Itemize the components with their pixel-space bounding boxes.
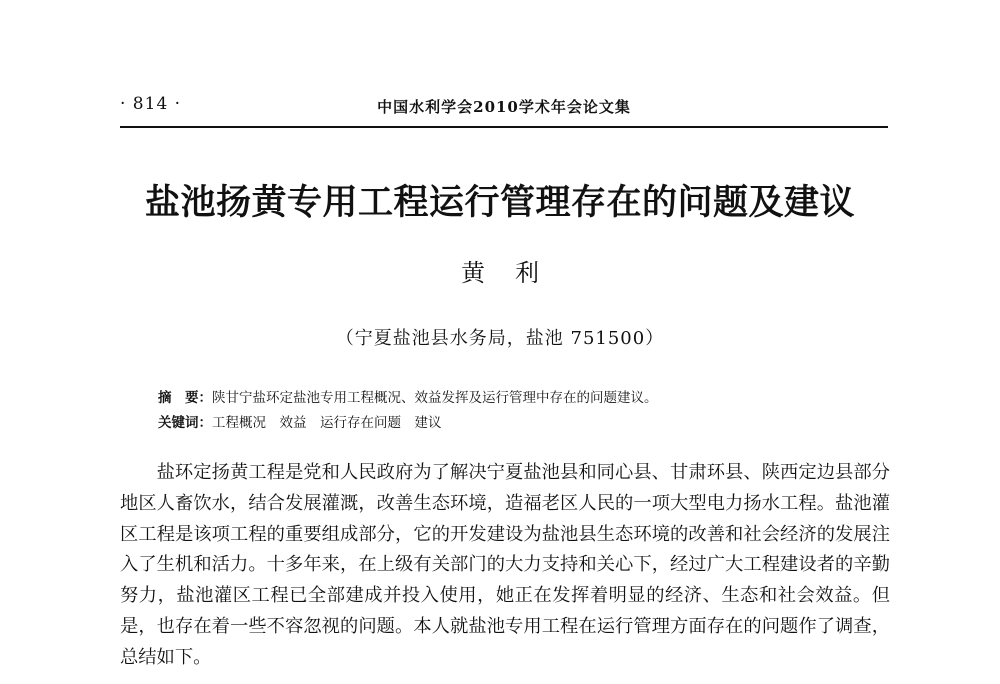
- page-number: · 814 ·: [120, 94, 182, 114]
- author-affiliation: （宁夏盐池县水务局，盐池 751500）: [335, 328, 665, 349]
- abstract-block: [158, 386, 888, 436]
- header-rule: [120, 126, 888, 128]
- keywords-label: 关键词：: [158, 415, 212, 431]
- author-name: 黄利: [461, 259, 569, 287]
- running-header: [120, 92, 888, 122]
- abstract-line: [158, 386, 888, 411]
- journal-title: 中国水利学会2010学术年会论文集: [377, 98, 631, 116]
- abstract-label: 摘 要：: [158, 390, 212, 406]
- keywords-line: [158, 411, 888, 436]
- body-paragraph: 盐环定扬黄工程是党和人民政府为了解决宁夏盐池县和同心县、甘肃环县、陕西定边县部分地区人畜饮水，结合发展灌溉，改善生态环境，造福老区人民的一项大型电力扬水工程。盐池灌区工程是该项工程的重要组成部分，它的开发建设为盐池县生态环境的改善和社会经济的发展注入了生机和活力。十多年来，在上级有关部门的大力支持和关心下，经过广大工程建设者的辛勤努力，盐池灌区工程已全部建成并投入使用，她正在发挥着明显的经济、生态和社会效益。但是，也存在着一些不容忽视的问题。本人就盐池专用工程在运行管理方面存在的问题作了调查，总结如下。: [120, 462, 890, 668]
- paper-title: 盐池扬黄专用工程运行管理存在的问题及建议: [144, 183, 855, 223]
- keywords-text: 工程概况 效益 运行存在问题 建议: [212, 415, 442, 431]
- abstract-text: 陕甘宁盐环定盐池专用工程概况、效益发挥及运行管理中存在的问题建议。: [212, 390, 658, 406]
